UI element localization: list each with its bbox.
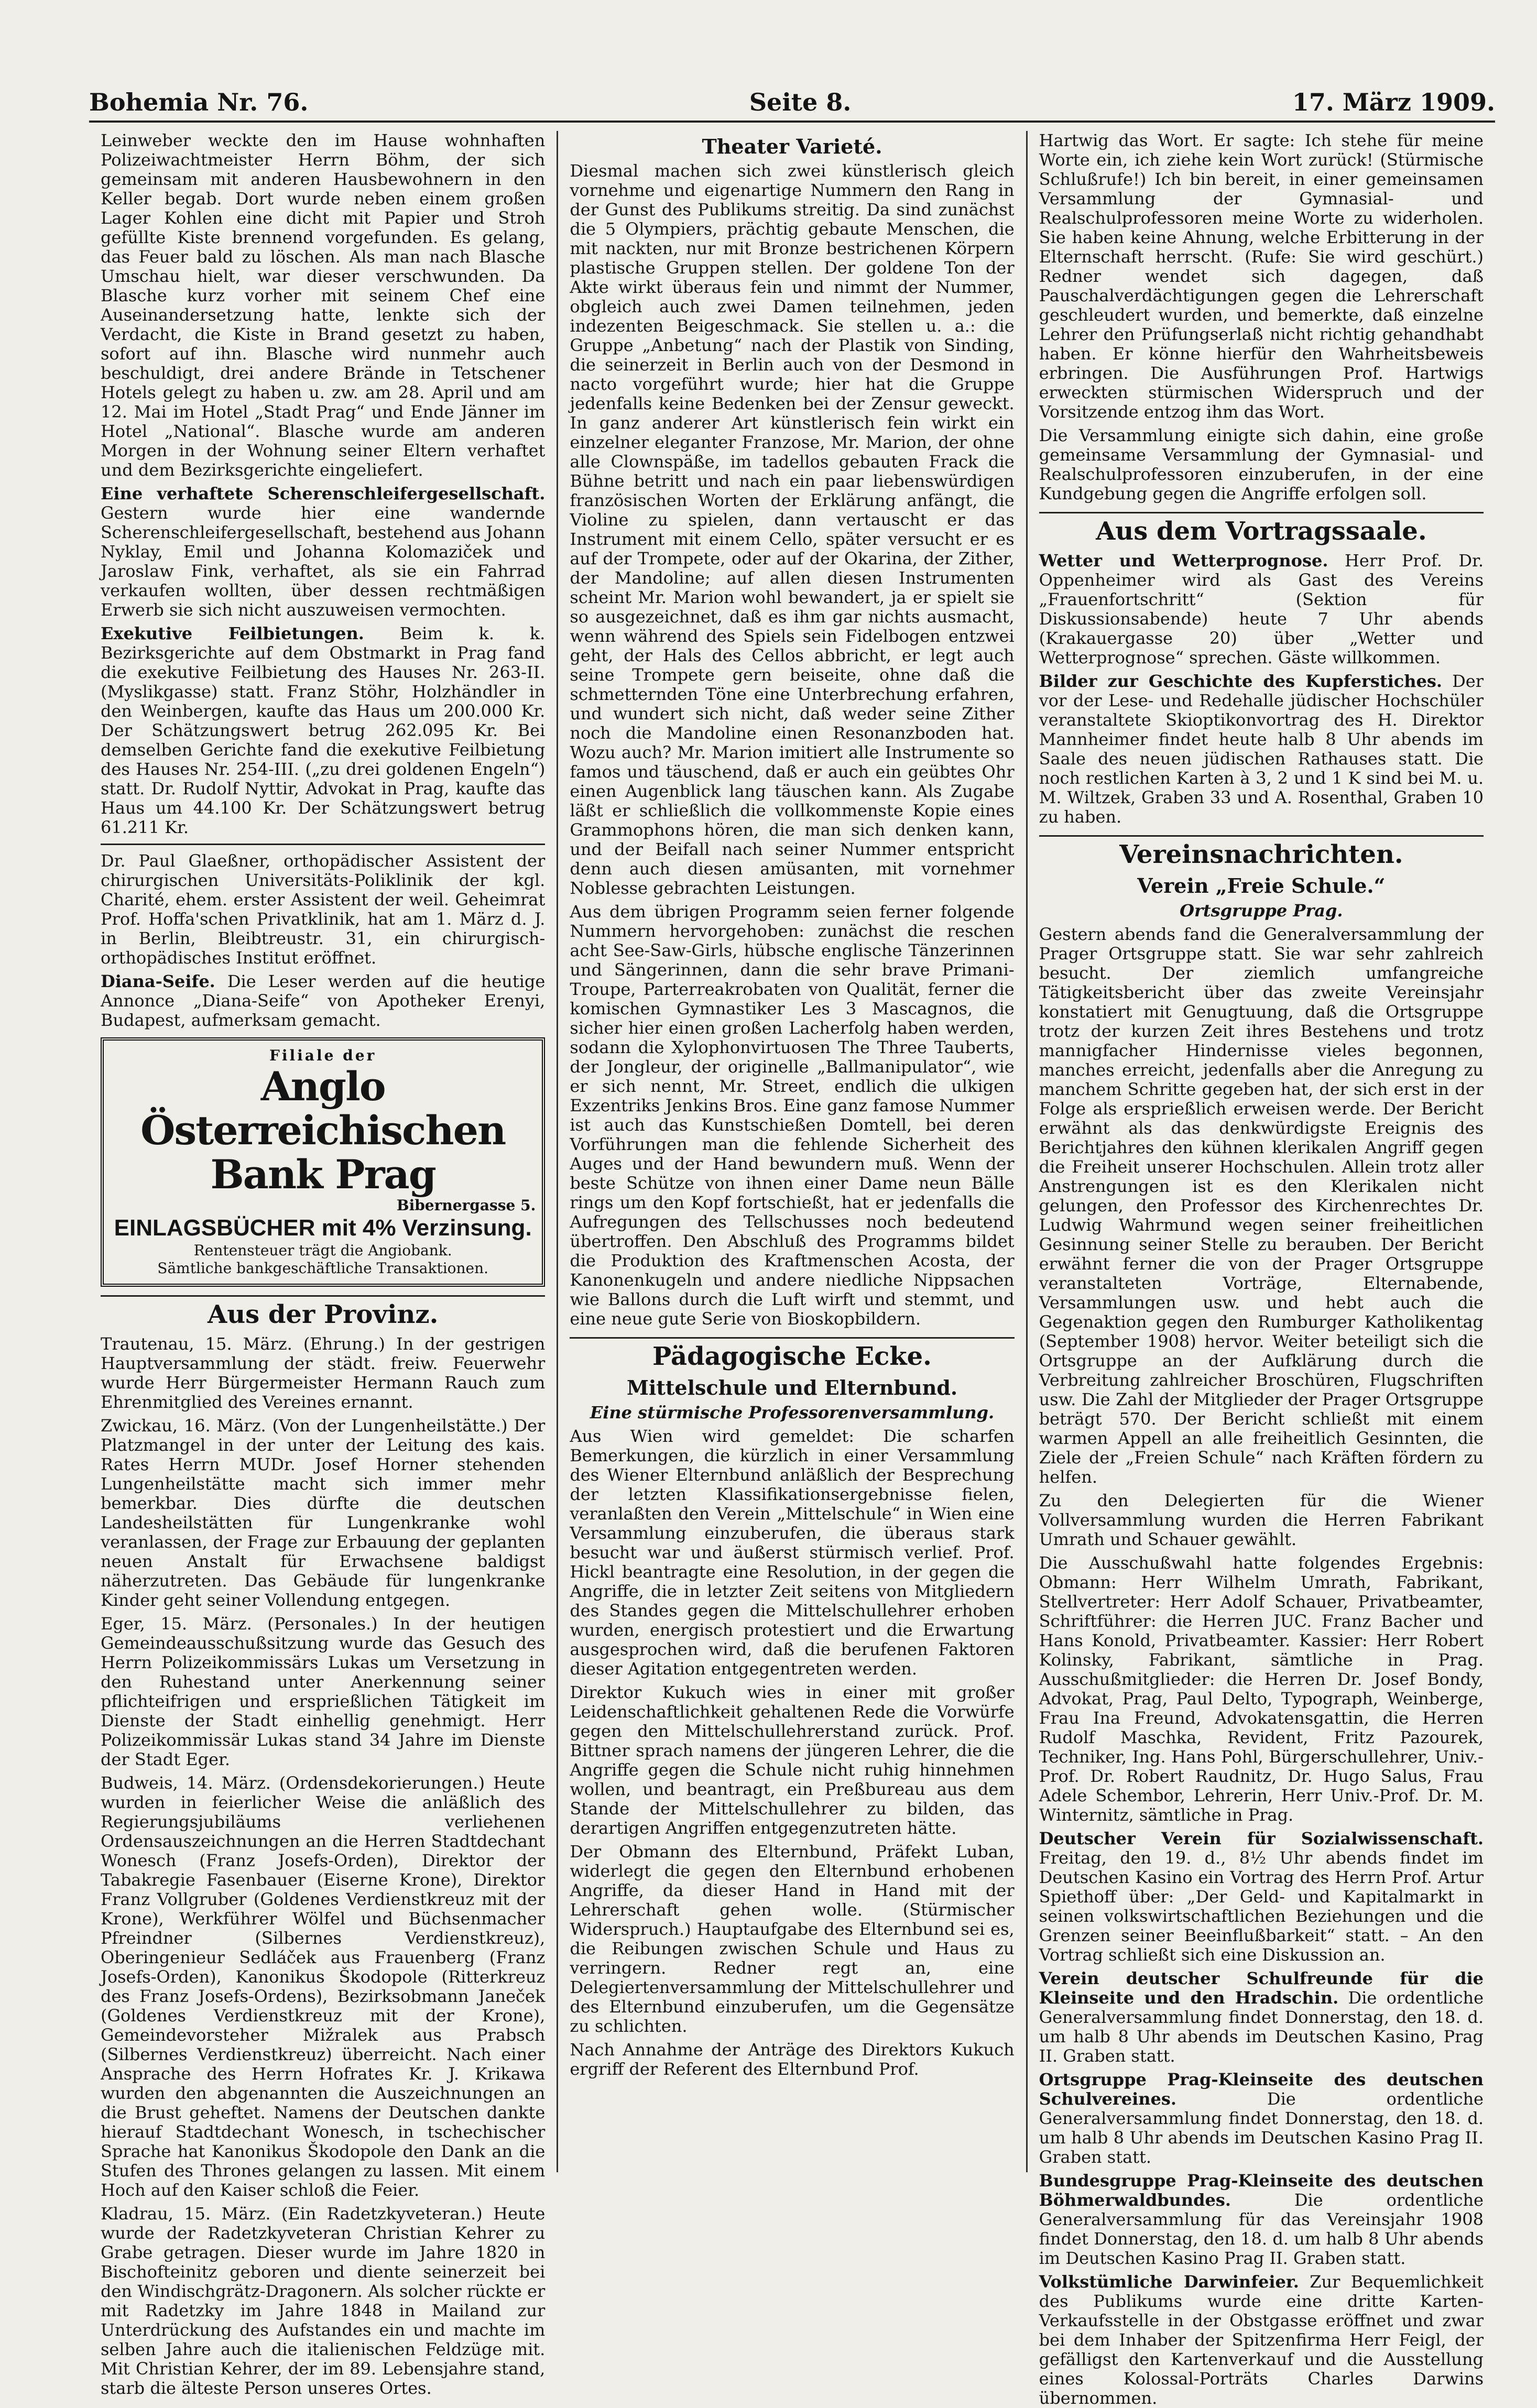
article-lead: Eine verhaftete Scherenschleifergesellschaft. [101, 484, 546, 504]
article-paragraph: Eger, 15. März. (Personales.) In der heutigen Gemeindeausschußsitzung wurde das Gesuch des Herrn Polizeikommissärs Lukas um Versetzung in den Ruhestand unter Anerkennung seiner pflichteifrigen und ersprießlichen Tätigkeit im Dienste der Stadt einhellig genehmigt. Herr Polizeikommissär Lukas stand 34 Jahre im Dienste der Stadt Eger. [101, 1614, 546, 1769]
ad-offer: EINLAGSBÜCHER mit 4% Verzinsung. [114, 1215, 532, 1241]
article-paragraph [101, 484, 545, 620]
article-paragraph [101, 624, 545, 837]
article-paragraph [1039, 672, 1484, 827]
article-lead: Bilder zur Geschichte des Kupferstiches. [1039, 671, 1443, 691]
column-1 [89, 130, 557, 2398]
article-lead: Bundesgruppe Prag-Kleinseite des deutschen Böhmerwaldbundes. [1039, 2171, 1484, 2210]
article-text: Die ordentliche Generalversammlung findet Donnerstag, den 18. d. um halb 8 Uhr abends im Deutschen Kasino Prag II. Graben statt. [1039, 2089, 1484, 2167]
column-2 [557, 131, 1026, 2172]
page-number: Seite 8. [749, 88, 852, 116]
section-heading: Aus dem Vortragssaale. [1039, 512, 1484, 546]
article-text: Der vor der Lese- und Redehalle jüdischer Hochschüler veranstaltete Skioptikonvortrag des H. Direktor Mannheimer findet heute halb 8 Uhr abends im Saale des neuen jüdischen Rathauses statt. Die noch restlichen Karten à 3, 2 und 1 K sind bei M. u. M. Wiltzek, Graben 33 und A. Rosenthal, Graben 10 zu haben. [1039, 671, 1484, 827]
article-paragraph: Trautenau, 15. März. (Ehrung.) In der gestrigen Hauptversammlung der städt. freiw. Feuerwehr wurde Herr Bürgermeister Hermann Rauch zum Ehrenmitglied des Vereines ernannt. [101, 1334, 546, 1412]
article-lead: Ortsgruppe Prag-Kleinseite des deutschen Schulvereines. [1039, 2070, 1484, 2109]
article-text: Zur Bequemlichkeit des Publikums wurde eine dritte Karten-Verkaufsstelle in der Obstgasse eröffnet und zwar bei dem Inhaber der Spitzenfirma Herr Feigl, der gefälligst den Kartenverkauf und die Ausstellung eines Kolossal-Porträts Charles Darwins übernommen. [1039, 2272, 1484, 2408]
article-lead: Verein deutscher Schulfreunde für die Kleinseite und den Hradschin. [1039, 1968, 1484, 2008]
article-paragraph [1039, 1969, 1484, 2066]
section-heading: Pädagogische Ecke. [570, 1337, 1014, 1371]
article-paragraph: Nach Annahme der Anträge des Direktors Kukuch ergriff der Referent des Elternbund Prof. [570, 2040, 1015, 2079]
article-paragraph: Diesmal machen sich zwei künstlerisch gleich vornehme und eigenartige Nummern den Rang in der Gunst des Publikums streitig. Da sind zunächst die 5 Olympiers, prächtig gebaute Menschen, die mit nackten, nur mit Bronze bestrichenen Körpern plastische Gruppen stellen. Der goldene Ton der Akte wirkt überaus fein und nimmt der Nummer, obgleich auch zwei Damen teilnehmen, jeden indezenten Beigeschmack. Sie stellen u. a.: die Gruppe „Anbetung“ nach der Plastik von Sinding, die seinerzeit in Berlin auch von der Desmond in nacto vorgeführt wurde; hier hat die Gruppe jedenfalls keine Bedenken bei der Zensur geweckt. In ganz anderer Art künstlerisch fein wirkt ein einzelner eleganter Franzose, Mr. Marion, der ohne alle Clownspäße, im tadellos gebauten Frack die Bühne betritt und nach ein paar liebenswürdigen französischen Worten der Erklärung anfängt, die Violine zu spielen, dann vertauscht er das Instrument mit einem Cello, später versucht er es auf der Trompete, oder auf der Okarina, der Zither, der Mandoline; auf allen diesen Instrumenten scheint Mr. Marion wohl bewandert, ja er spielt sie so ausgezeichnet, daß es ihm gar nichts ausmacht, wenn während des Spiels sein Fidelbogen entzwei geht, der Hals des Cellos abbricht, er legt auch seine Trompete gern beiseite, ohne daß die schmetternden Töne eine Unterbrechung erfahren, und wundert sich nicht, daß weder seine Zither noch die Mandoline einen Resonanzboden hat. Wozu auch? Mr. Marion imitiert alle Instrumente so famos und täuschend, daß er auch ein geübtes Ohr einen Augenblick lang täuschen kann. Als Zugabe läßt er schließlich die vollkommenste Kopie eines Grammophons hören, die man sich denken kann, und der Beifall nach seiner Nummer entspricht denn auch diesen amüsanten, mit vornehmer Noblesse gebrachten Leistungen. [570, 161, 1015, 898]
page-header [89, 84, 1495, 123]
bank-advertisement [101, 1037, 545, 1287]
article-lead: Volkstümliche Darwinfeier. [1039, 2272, 1299, 2292]
article-paragraph: Kladrau, 15. März. (Ein Radetzkyveteran.) Heute wurde der Radetzkyveteran Christian Kehrer zu Grabe getragen. Dieser wurde im Jahre 1820 in Bischofteinitz geboren und diente seinerzeit bei den Windischgrätz-Dragonern. Als solcher rückte er mit Radetzky im Jahre 1848 in Mailand zur Unterdrückung des Aufstandes ein und machte im selben Jahre auch die italienischen Feldzüge mit. Mit Christian Kehrer, der im 89. Lebensjahre stand, starb die älteste Person unseres Ortes. [101, 2204, 546, 2398]
notice-paragraph [101, 972, 545, 1030]
article-paragraph: Aus dem übrigen Programm seien ferner folgende Nummern hervorgehoben: zunächst die reschen acht See-Saw-Girls, hübsche englische Tänzerinnen und Sängerinnen, dann die sehr brave Primani-Troupe, Parterreakrobaten von Qualität, ferner die komischen Gymnastiker Les 3 Mascagnos, die sicher hier einen großen Lacherfolg haben werden, sodann die Xylophonvirtuosen The Three Tauberts, der Jongleur, der originelle „Ballmanipulator“, wie er sich nennt, Mr. Street, endlich die ulkigen Exzentriks Jenkins Bros. Eine ganz famose Nummer ist auch das Kunstschießen Domtell, bei deren Vorführungen man die fehlende Sicherheit des Auges und der Hand bewundern muß. Wenn der beste Schütze von ihnen einer Dame neun Bälle rings um den Kopf fortschießt, hat er jedenfalls die Aufregungen des Tellschusses noch bedeutend übertroffen. Den Abschluß des Programms bildet die Produktion des Kraftmenschen Acosta, der Kanonenkugeln und andere niedliche Nippsachen wie Ballons durch die Luft wirft und stemmt, und eine neue gute Serie von Bioskopbildern. [570, 902, 1015, 1329]
notice-text: Die Leser werden auf die heutige Annonce „Diana-Seife“ von Apotheker Erenyi, Budapest, aufmerksam gemacht. [101, 971, 546, 1030]
ad-bank-name: Anglo Österreichischen Bank Prag [140, 1063, 506, 1198]
article-paragraph: Hartwig das Wort. Er sagte: Ich stehe für meine Worte ein, ich ziehe kein Wort zurück! (Stürmische Schlußrufe!) Ich bin bereit, in einer gemeinsamen Versammlung der Gymnasial- und Realschulprofessoren meine Worte zu widerholen. Sie haben keine Ahnung, welche Erbitterung in der Elternschaft herrscht. (Rufe: Sie wird geschürt.) Redner wendet sich dagegen, daß Pauschalverdächtigungen gegen die Lehrerschaft geschleudert wurden, und bemerkte, daß einzelne Lehrer den Prüfungserlaß nicht richtig gehandhabt haben. Er könne hierfür den Wahrheitsbeweis erbringen. Die Ausführungen Prof. Hartwigs erweckten stürmischen Widerspruch und der Vorsitzende entzog ihm das Wort. [1039, 130, 1484, 422]
article-paragraph: Zu den Delegierten für die Wiener Vollversammlung wurden die Herren Fabrikant Umrath und Schauer gewählt. [1039, 1491, 1484, 1549]
article-paragraph: Direktor Kukuch wies in einer mit großer Leidenschaftlichkeit gehaltenen Rede die Vorwürfe gegen den Mittelschullehrerstand zurück. Prof. Bittner sprach namens der jüngeren Lehrer, die die Angriffe gegen die Schule nicht ruhig hinnehmen wollen, und beantragt, ein Preßbureau aus dem Stande der Mittelschullehrer zu bilden, das derartigen Angriffen entgegenzutreten hätte. [570, 1682, 1015, 1838]
issue-date: 17. März 1909. [1292, 88, 1495, 116]
ad-note: Rentensteuer trägt die Angiobank. [193, 1242, 452, 1259]
column-3 [1026, 130, 1495, 2408]
article-paragraph [1039, 1829, 1484, 1965]
article-paragraph: Leinweber weckte den im Hause wohnhaften Polizeiwachtmeister Herrn Böhm, der sich gemeinsam mit anderen Hausbewohnern in den Keller begab. Dort wurde neben einem großen Lager Kohlen eine dicht mit Papier und Stroh gefüllte Kiste brennend vorgefunden. Es gelang, das Feuer bald zu löschen. Als man nach Blasche Umschau hielt, war dieser verschwunden. Da Blasche kurz vorher mit seinem Chef eine Auseinandersetzung hatte, lenkte sich der Verdacht, die Kiste in Brand gesetzt zu haben, sofort auf ihn. Blasche wird nunmehr auch beschuldigt, drei andere Brände in Tetschener Hotels gelegt zu haben u. zw. am 28. April und am 12. Mai im Hotel „Stadt Prag“ und Ende Jänner im Hotel „National“. Blasche wurde am anderen Morgen in der Wohnung seiner Eltern verhaftet und dem Bezirksgerichte eingeliefert. [101, 130, 546, 480]
article-paragraph: Budweis, 14. März. (Ordensdekorierungen.) Heute wurden in feierlicher Weise die anläßlich des Regierungsjubiläums verliehenen Ordensauszeichnungen an die Herren Stadtdechant Wonesch (Franz Josefs-Orden), Direktor der Tabakregie Fasenbauer (Eiserne Krone), Direktor Franz Vollgruber (Goldenes Verdienstkreuz mit der Krone), Werkführer Wölfel und Büchsenmacher Pfreindner (Silbernes Verdienstkreuz), Oberingenieur Sedláček aus Frauenberg (Franz Josefs-Orden), Kanonikus Škodopole (Ritterkreuz des Franz Josefs-Ordens), Bezirksobmann Janeček (Goldenes Verdienstkreuz mit der Krone), Gemeindevorsteher Mižralek aus Prabsch (Silbernes Verdienstkreuz) überreicht. Nach einer Ansprache des Herrn Hofrates Kr. J. Krikawa wurden den abgenannten die Auszeichnungen an die Brust geheftet. Namens der Deutschen dankte hierauf Stadtdechant Wonesch, in tschechischer Sprache hat Kanonikus Škodopole den Dank an die Stufen des Thrones gelangen zu lassen. Mit einem Hoch auf den Kaiser schloß die Feier. [101, 1773, 546, 2200]
notice-lead: Diana-Seife. [101, 971, 215, 991]
notice-paragraph: Dr. Paul Glaeßner, orthopädischer Assistent der chirurgischen Universitäts-Poliklinik der kgl. Charité, ehem. erster Assistent der weil. Geheimrat Prof. Hoffa'schen Privatklinik, hat am 1. März d. J. in Berlin, Bleibtreustr. 31, ein chirurgisch-orthopädisches Institut eröffnet. [101, 851, 546, 968]
divider [101, 844, 545, 845]
article-paragraph [1039, 2070, 1484, 2167]
section-heading: Vereinsnachrichten. [1039, 835, 1484, 869]
article-text: Herr Prof. Dr. Oppenheimer wird als Gast des Vereins „Frauenfortschritt“ (Sektion für Diskussionsabende) heute 7 Uhr abends (Krakauergasse 20) über „Wetter und Wetterprognose“ sprechen. Gäste willkommen. [1039, 551, 1484, 667]
article-paragraph: Die Ausschußwahl hatte folgendes Ergebnis: Obmann: Herr Wilhelm Umrath, Fabrikant, Stellvertreter: Herr Adolf Schauer, Privatbeamter, Schriftführer: die Herren JUC. Franz Bacher und Hans Konold, Privatbeamter. Kassier: Herr Robert Kolinsky, Fabrikant, sämtliche in Prag. Ausschußmitglieder: die Herren Dr. Josef Bondy, Advokat, Prag, Paul Delto, Typograph, Weinberge, Frau Ina Freund, Advokatensgattin, die Herren Rudolf Maschka, Revident, Fritz Pazourek, Techniker, Ing. Hans Pohl, Bürgerschullehrer, Univ.-Prof. Dr. Robert Raudnitz, Dr. Hugo Salus, Frau Adele Schembor, Lehrerin, Herr Univ.-Prof. Dr. M. Winternitz, sämtliche in Prag. [1039, 1553, 1484, 1825]
masthead-issue: Bohemia Nr. 76. [89, 88, 309, 116]
section-heading: Aus der Provinz. [101, 1295, 545, 1329]
article-title: Mittelschule und Elternbund. [626, 1376, 958, 1399]
article-paragraph [1039, 2272, 1484, 2408]
ad-note: Sämtliche bankgeschäftliche Transaktionen. [157, 1260, 489, 1277]
article-lead: Wetter und Wetterprognose. [1039, 551, 1328, 571]
columns [89, 130, 1495, 2408]
article-paragraph: Zwickau, 16. März. (Von der Lungenheilstätte.) Der Platzmangel in der unter der Leitung des kais. Rates Herrn MUDr. Josef Horner stehenden Lungenheilstätte macht sich immer mehr bemerkbar. Dies dürfte die deutschen Landesheilstätten für Lungenkranke wohl veranlassen, der Frage zur Erbauung der geplanten neuen Anstalt für Erwachsene baldigst näherzutreten. Das Gebäude für lungenkranke Kinder geht seiner Vollendung entgegen. [101, 1416, 546, 1610]
ad-line: Filiale der [269, 1047, 377, 1064]
article-title: Theater Varieté. [702, 135, 882, 158]
article-paragraph: Die Versammlung einigte sich dahin, eine große gemeinsame Versammlung der Gymnasial- und Realschulprofessoren einzuberufen, in der eine Kundgebung gegen die Angriffe erfolgen soll. [1039, 425, 1484, 504]
article-text: Freitag, den 19. d., 8½ Uhr abends findet im Deutschen Kasino ein Vortrag des Herrn Prof. Artur Spiethoff über: „Der Geld- und Kapitalmarkt in seinen volkswirtschaftlichen Beziehungen und die Grenzen seiner Beeinflußbarkeit“ statt. – An den Vortrag schließt sich eine Diskussion an. [1039, 1848, 1484, 1965]
article-paragraph [1039, 551, 1484, 667]
article-paragraph [1039, 2171, 1484, 2268]
article-text: Die ordentliche Generalversammlung findet Donnerstag, den 18. d. um halb 8 Uhr abends im Deutschen Kasino, Prag II. Graben statt. [1039, 1988, 1484, 2066]
article-text: Gestern wurde hier eine wandernde Scherenschleifergesellschaft, bestehend aus Johann Nyklay, Emil und Johanna Kolomaziček und Jaroslaw Fink, verhaftet, als sie ein Fahrrad verkaufen wollten, über dessen rechtmäßigen Erwerb sie sich nicht auszuweisen vermochten. [101, 503, 546, 620]
article-text: Beim k. k. Bezirksgerichte auf dem Obstmarkt in Prag fand die exekutive Feilbietung des Hauses Nr. 263-II. (Myslikgasse) statt. Franz Stöhr, Holzhändler in den Weinbergen, kaufte das Haus um 200.000 Kr. Der Schätzungswert betrug 262.095 Kr. Bei demselben Gerichte fand die exekutive Feilbietung des Hauses Nr. 254-III. („zu drei goldenen Engeln“) statt. Dr. Rudolf Nyttir, Advokat in Prag, kaufte das Haus um 44.100 Kr. Der Schätzungswert betrug 61.211 Kr. [101, 623, 546, 837]
article-lead: Exekutive Feilbietungen. [101, 623, 364, 643]
article-paragraph: Der Obmann des Elternbund, Präfekt Luban, widerlegt die gegen den Elternbund erhobenen Angriffe, da dieser Hand in Hand mit der Lehrerschaft gehen wolle. (Stürmischer Widerspruch.) Hauptaufgabe des Elternbund sei es, die Reibungen zwischen Schule und Haus zu verringern. Redner regt an, eine Delegiertenversammlung der Mittelschullehrer und des Elternbund einzuberufen, um die Gegensätze zu schlichten. [570, 1842, 1015, 2036]
article-subtitle: Eine stürmische Professorenversammlung. [590, 1403, 995, 1422]
article-subtitle: Ortsgruppe Prag. [1180, 901, 1343, 921]
article-text: Die ordentliche Generalversammlung für das Vereinsjahr 1908 findet Donnerstag, den 18. d. um halb 8 Uhr abends im Deutschen Kasino Prag II. Graben statt. [1039, 2190, 1484, 2268]
article-title: Verein „Freie Schule.“ [1137, 874, 1386, 897]
article-paragraph: Gestern abends fand die Generalversammlung der Prager Ortsgruppe statt. Sie war sehr zahlreich besucht. Der ziemlich umfangreiche Tätigkeitsbericht über das zweite Vereinsjahr konstatiert mit Genugtuung, daß die Ortsgruppe trotz der kurzen Zeit ihres Bestehens und trotz mannigfacher Hindernisse vieles begonnen, manches erreicht, jedenfalls aber die Anregung zu manchem Schritte gegeben hat, der sich erst in der Folge als ersprießlich erweisen werde. Der Bericht erwähnt als das denkwürdigste Ereignis des Berichtjahres den kühnen klerikalen Angriff gegen die Freiheit unserer Hochschulen. Allein trotz aller Anstrengungen ist es den Klerikalen nicht gelungen, den Professor des Kirchenrechtes Dr. Ludwig Wahrmund wegen seiner freiheitlichen Gesinnung seiner Stelle zu berauben. Der Bericht erwähnt ferner die von der Prager Ortsgruppe veranstalteten Vorträge, Elternabende, Versammlungen usw. und hebt auch die Gegenaktion gegen den Rumburger Katholikentag (September 1908) hervor. Weiter beteiligt sich die Ortsgruppe an der Aufklärung durch die Verbreitung zahlreicher Broschüren, Flugschriften usw. Die Zahl der Mitglieder der Prager Ortsgruppe beträgt 570. Der Bericht schließt mit einem warmen Appell an alle freiheitlich Gesinnten, die Ziele der „Freien Schule“ nach Kräften fördern zu helfen. [1039, 924, 1484, 1487]
article-lead: Deutscher Verein für Sozialwissenschaft. [1039, 1829, 1484, 1848]
ad-address: Bibernergasse 5. [396, 1197, 536, 1214]
article-paragraph: Aus Wien wird gemeldet: Die scharfen Bemerkungen, die kürzlich in einer Versammlung des Wiener Elternbund anläßlich der Besprechung der letzten Klassifikationsergebnisse fielen, veranlaßten den Verein „Mittelschule“ in Wien eine Versammlung einzuberufen, die überaus stark besucht war und äußerst stürmisch verlief. Prof. Hickl beantragte eine Resolution, in der gegen die Angriffe, die in letzter Zeit seitens von Mitgliedern des Standes gegen die Mittelschullehrer erhoben wurden, energisch protestiert und die Erwartung ausgesprochen wird, daß die berufenen Faktoren dieser Agitation entgegentreten werden. [570, 1426, 1015, 1679]
